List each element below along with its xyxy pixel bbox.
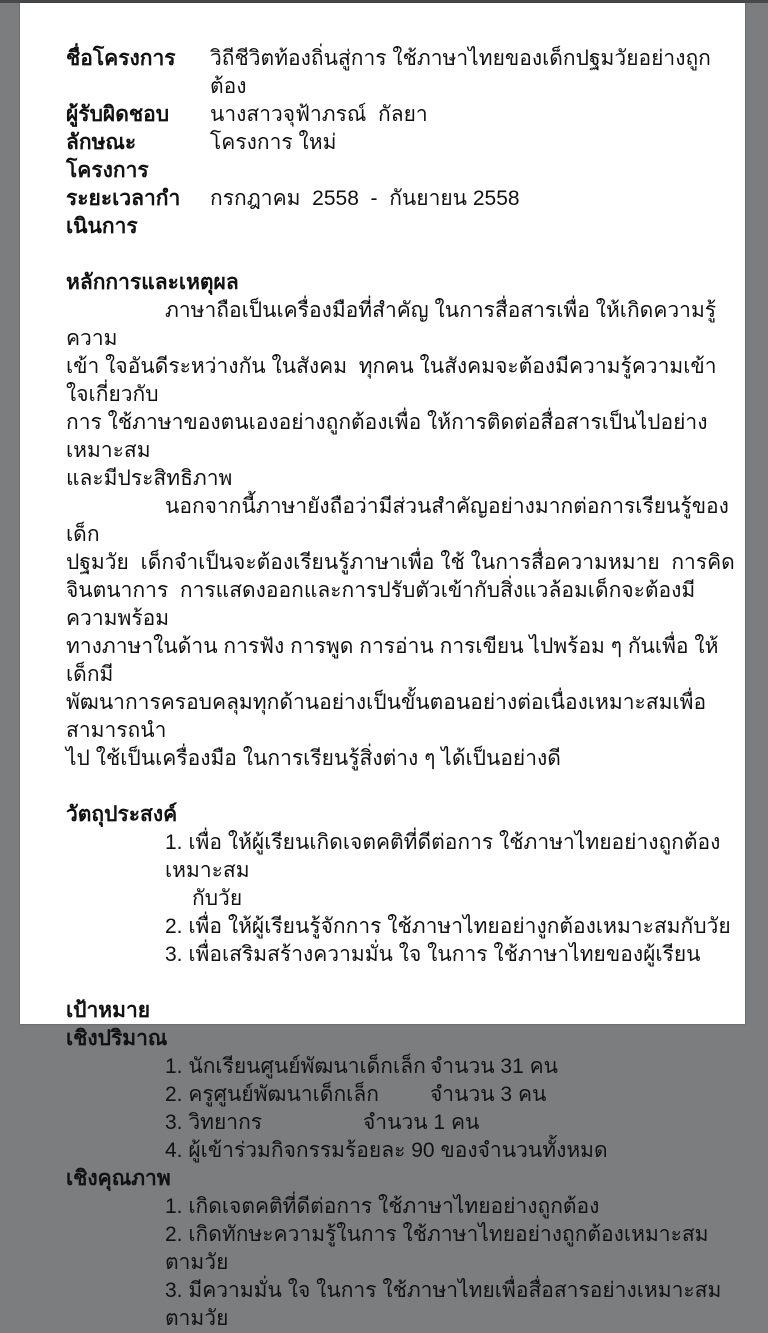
quantitative-item — [165, 1109, 739, 1137]
qualitative-heading: เชิงคุณภาพ — [66, 1167, 171, 1190]
rationale-paragraph-1 — [66, 297, 739, 493]
meta-row-responsible — [66, 101, 739, 129]
paragraph-line: นอกจากนี้ภาษายังถือว่ามีส่วนสำคัญอย่างมากต่อการเรียนรู้ของเด็ก — [66, 495, 729, 546]
objective-item-line: 1. เพื่อ ให้ผู้เรียนเกิดเจตคติที่ดีต่อการ ใช้ภาษาไทยอย่างถูกต้องเหมาะสม — [165, 831, 721, 882]
quantitative-item-amount: จำนวน 3 คน — [430, 1083, 547, 1106]
quantitative-item — [165, 1053, 739, 1081]
rationale-paragraph-2 — [66, 493, 739, 773]
meta-row-project-name — [66, 45, 739, 101]
project-type-value: โครงการ ใหม่ — [210, 131, 337, 154]
meta-row-duration — [66, 185, 739, 241]
paragraph-line: การ ใช้ภาษาของตนเองอย่างถูกต้องเพื่อ ให้การติดต่อสื่อสารเป็นไปอย่างเหมาะสม — [66, 411, 708, 462]
paragraph-line: ภาษาถือเป็นเครื่องมือที่สำคัญ ในการสื่อสารเพื่อ ให้เกิดความรู้ความ — [66, 299, 717, 350]
paragraph-line: พัฒนาการครอบคลุมทุกด้านอย่างเป็นขั้นตอนอย่างต่อเนื่องเหมาะสมเพื่อสามารถนำ — [66, 691, 707, 742]
project-type-label: ลักษณะโครงการ — [66, 131, 149, 182]
document-content — [20, 3, 745, 1333]
quantitative-item: 4. ผู้เข้าร่วมกิจกรรมร้อยละ 90 ของจำนวนทั้งหมด — [165, 1139, 608, 1162]
quantitative-item-amount: จำนวน 31 คน — [430, 1055, 559, 1078]
responsible-label: ผู้รับผิดชอบ — [66, 103, 170, 126]
qualitative-item: 2. เกิดทักษะความรู้ในการ ใช้ภาษาไทยอย่างถูกต้องเหมาะสมตามวัย — [165, 1223, 709, 1274]
objectives-list — [165, 829, 739, 969]
meta-block — [66, 45, 739, 241]
paragraph-line: ไป ใช้เป็นเครื่องมือ ในการเรียนรู้สิ่งต่าง ๆ ได้เป็นอย่างดี — [66, 747, 561, 770]
paragraph-line: ทางภาษาในด้าน การฟัง การพูด การอ่าน การเขียน ไปพร้อม ๆ กันเพื่อ ให้เด็กมี — [66, 635, 719, 686]
paragraph-line: เข้า ใจอันดีระหว่างกัน ในสังคม ทุกคน ในสังคมจะต้องมีความรู้ความเข้า ใจเกี่ยวกับ — [66, 355, 723, 406]
quantitative-list — [165, 1053, 739, 1165]
quantitative-item-amount: จำนวน 1 คน — [363, 1111, 480, 1134]
duration-label: ระยะเวลากำเนินการ — [66, 187, 181, 238]
objective-item: 3. เพื่อเสริมสร้างความมั่น ใจ ในการ ใช้ภาษาไทยของผู้เรียน — [165, 943, 701, 966]
qualitative-item: 1. เกิดเจตคติที่ดีต่อการ ใช้ภาษาไทยอย่างถูกต้อง — [165, 1195, 600, 1218]
qualitative-list — [165, 1193, 739, 1333]
paragraph-line: ปฐมวัย เด็กจำเป็นจะต้องเรียนรู้ภาษาเพื่อ ใช้ ในการสื่อความหมาย การคิด — [66, 551, 735, 574]
quantitative-item-label: 1. นักเรียนศูนย์พัฒนาเด็กเล็ก — [165, 1055, 426, 1078]
goals-heading: เป้าหมาย — [66, 999, 151, 1022]
responsible-value: นางสาวจุฟ้าภรณ์ กัลยา — [210, 103, 428, 126]
objectives-heading: วัตถุประสงค์ — [66, 803, 178, 826]
quantitative-item-label: 3. วิทยากร — [165, 1111, 263, 1134]
qualitative-item: 3. มีความมั่น ใจ ในการ ใช้ภาษาไทยเพื่อสื่อสารอย่างเหมาะสมตามวัย — [165, 1279, 722, 1330]
meta-row-project-type — [66, 129, 739, 185]
project-name-value: วิถีชีวิตท้องถิ่นสู่การ ใช้ภาษาไทยของเด็กปฐมวัยอย่างถูกต้อง — [210, 47, 711, 98]
quantitative-heading: เชิงปริมาณ — [66, 1027, 168, 1050]
paragraph-line: จินตนาการ การแสดงออกและการปรับตัวเข้ากับสิ่งแวล้อมเด็กจะต้องมีความพร้อม — [66, 579, 696, 630]
paragraph-line: และมีประสิทธิภาพ — [66, 467, 233, 490]
objective-item: 2. เพื่อ ให้ผู้เรียนรู้จักการ ใช้ภาษาไทยอย่างูกต้องเหมาะสมกับวัย — [165, 915, 731, 938]
objective-item-line: กับวัย — [192, 887, 243, 910]
quantitative-item-label: 2. ครูศูนย์พัฒนาเด็กเล็ก — [165, 1083, 379, 1106]
objective-item — [165, 829, 739, 913]
rationale-heading: หลักการและเหตุผล — [66, 271, 239, 294]
project-name-label: ชื่อโครงการ — [66, 47, 176, 70]
duration-value: กรกฎาคม 2558 - กันยายน 2558 — [210, 187, 520, 210]
document-page — [20, 3, 745, 1330]
quantitative-item — [165, 1081, 739, 1109]
